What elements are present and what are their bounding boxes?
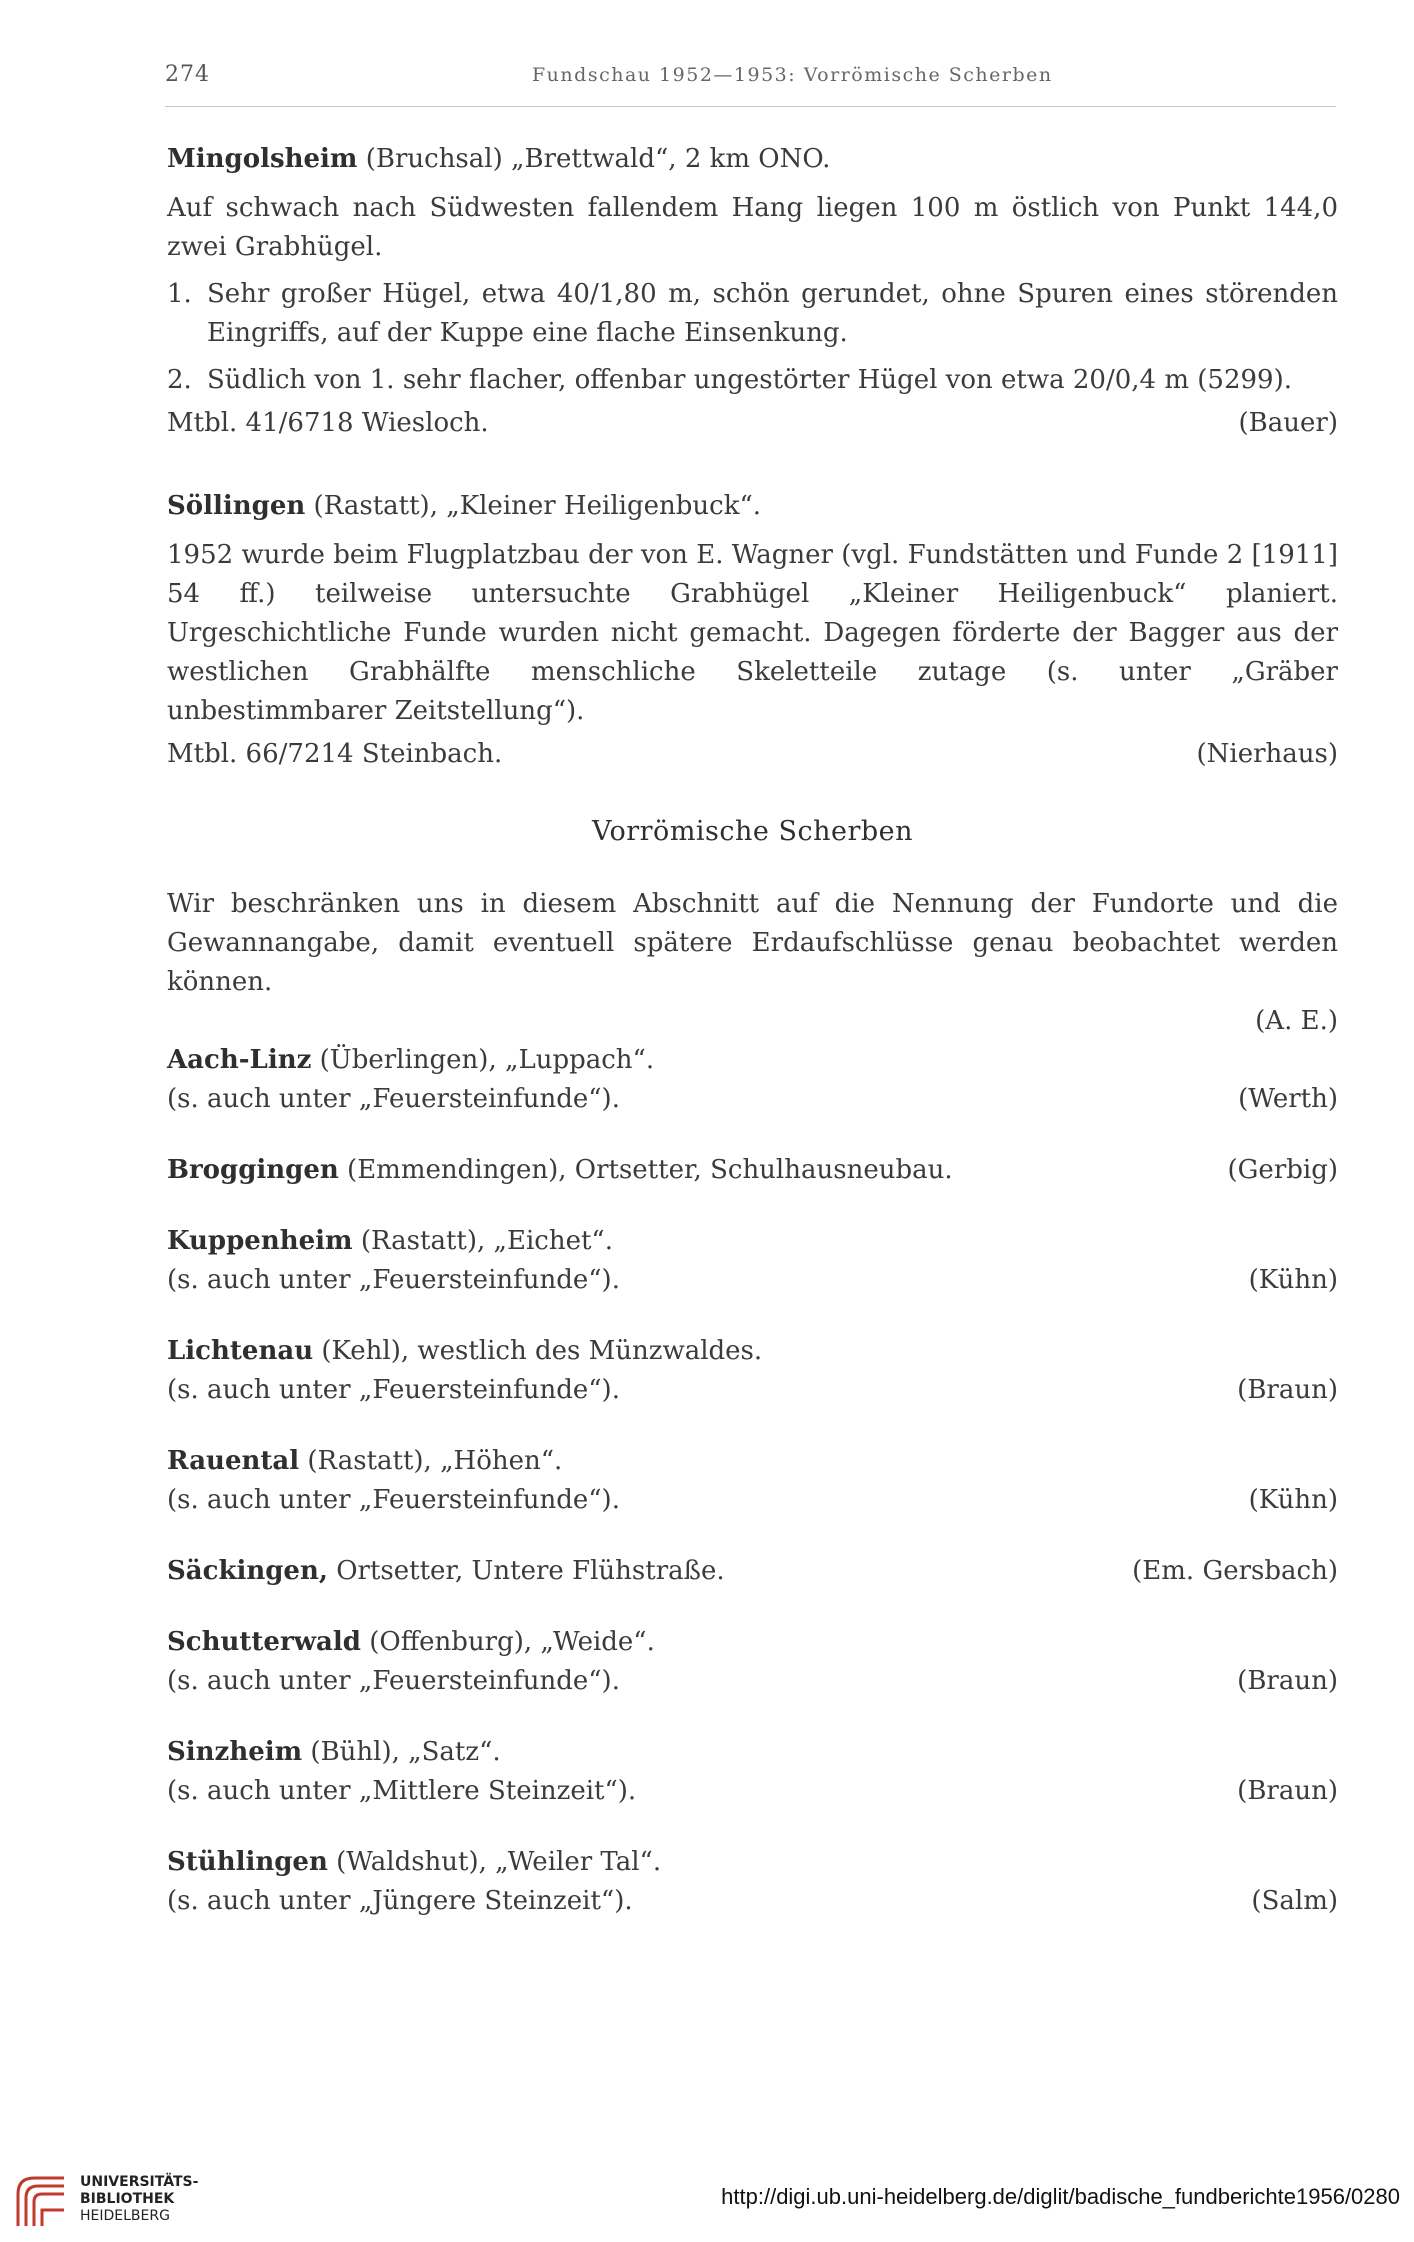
entry-footer-row <box>167 404 1338 443</box>
place-name: Lichtenau <box>167 1336 314 1366</box>
sherd-entry <box>167 1843 1338 1921</box>
entry-heading <box>167 1151 953 1190</box>
place-name: Säckingen, <box>167 1556 328 1586</box>
entry-heading <box>167 1843 1338 1882</box>
entry-heading-rest: (Rastatt), „Höhen“. <box>299 1446 563 1476</box>
entry-heading-rest: (Emmendingen), Ortsetter, Schulhausneubau. <box>338 1155 953 1185</box>
section-title: Vorrömische Scherben <box>591 816 914 847</box>
entry-heading <box>167 1222 1338 1261</box>
list-item <box>167 361 1338 400</box>
place-name: Stühlingen <box>167 1847 328 1877</box>
entry-heading-rest: (Rastatt), „Eichet“. <box>352 1226 613 1256</box>
entry-paragraph: Auf schwach nach Südwesten fallendem Hang liegen 100 m östlich von Punkt 144,0 zwei Grabhügel. <box>167 193 1338 262</box>
sherd-entry <box>167 1041 1338 1119</box>
page-number: 274 <box>165 62 210 87</box>
entry-heading-rest: (Bühl), „Satz“. <box>302 1737 501 1767</box>
entry-heading-rest: (Offenburg), „Weide“. <box>360 1627 655 1657</box>
entry-heading <box>167 1332 1338 1371</box>
cross-reference: (s. auch unter „Feuersteinfunde“). <box>167 1375 620 1405</box>
place-name: Sinzheim <box>167 1737 303 1767</box>
author-credit: (Braun) <box>1237 1666 1338 1696</box>
sherd-entry <box>167 1552 1338 1591</box>
cross-reference: (s. auch unter „Feuersteinfunde“). <box>167 1485 620 1515</box>
entry-heading <box>167 1041 1338 1080</box>
sherd-entry <box>167 1151 1338 1190</box>
list-item-number: 2. <box>167 365 192 395</box>
sherd-entry <box>167 1623 1338 1701</box>
entry-footer-row <box>167 1261 1338 1300</box>
place-name: Mingolsheim <box>167 144 358 174</box>
map-reference: Mtbl. 66/7214 Steinbach. <box>167 739 503 769</box>
cross-reference: (s. auch unter „Feuersteinfunde“). <box>167 1084 620 1114</box>
library-logo-icon <box>14 2172 70 2230</box>
entry-heading <box>167 140 1338 179</box>
author-credit: (Em. Gersbach) <box>1132 1556 1338 1586</box>
entry-heading-row <box>167 1151 1338 1190</box>
entry-footer-row <box>167 1882 1338 1921</box>
list-item-number: 1. <box>167 279 192 309</box>
library-name <box>80 2174 198 2225</box>
cross-reference: (s. auch unter „Feuersteinfunde“). <box>167 1265 620 1295</box>
entry-footer-row <box>167 1662 1338 1701</box>
map-reference: Mtbl. 41/6718 Wiesloch. <box>167 408 489 438</box>
author-credit: (Gerbig) <box>1227 1155 1338 1185</box>
place-name: Kuppenheim <box>167 1226 353 1256</box>
sherd-entry <box>167 1332 1338 1410</box>
page-footer <box>0 2160 1414 2242</box>
section-intro-author: (A. E.) <box>1255 1006 1338 1036</box>
entry-heading-rest: (Waldshut), „Weiler Tal“. <box>327 1847 662 1877</box>
list-item-text: Sehr großer Hügel, etwa 40/1,80 m, schön gerundet, ohne Spuren eines störenden Eingriffs, auf der Kuppe eine flache Einsenkung. <box>207 279 1338 348</box>
entry-heading-rest: (Überlingen), „Luppach“. <box>311 1045 655 1075</box>
author-credit: (Bauer) <box>1238 408 1338 438</box>
source-url-link[interactable]: http://digi.ub.uni-heidelberg.de/diglit/badische_fundberichte1956/0280 <box>721 2184 1400 2209</box>
entry-mingolsheim <box>167 140 1338 443</box>
entry-heading-rest: (Bruchsal) „Brettwald“, 2 km ONO. <box>357 144 831 174</box>
cross-reference: (s. auch unter „Feuersteinfunde“). <box>167 1666 620 1696</box>
running-title: Fundschau 1952—1953: Vorrömische Scherben <box>532 64 1053 86</box>
sherd-entry <box>167 1733 1338 1811</box>
entry-footer-row <box>167 1772 1338 1811</box>
cross-reference: (s. auch unter „Mittlere Steinzeit“). <box>167 1776 637 1806</box>
place-name: Aach-Linz <box>167 1045 312 1075</box>
list-item <box>167 275 1338 353</box>
entry-footer-row <box>167 1080 1338 1119</box>
library-name-line: HEIDELBERG <box>80 2208 170 2224</box>
cross-reference: (s. auch unter „Jüngere Steinzeit“). <box>167 1886 633 1916</box>
entry-heading-rest: Ortsetter, Untere Flühstraße. <box>327 1556 725 1586</box>
list-item-text: Südlich von 1. sehr flacher, offenbar ungestörter Hügel von etwa 20/0,4 m (5299). <box>207 365 1292 395</box>
sherd-entry <box>167 1442 1338 1520</box>
entry-footer-row <box>167 735 1338 774</box>
library-name-line: UNIVERSITÄTS- <box>80 2174 199 2190</box>
entry-heading-rest: (Rastatt), „Kleiner Heiligenbuck“. <box>305 491 762 521</box>
entry-footer-row <box>167 1371 1338 1410</box>
sherd-list <box>167 1041 1338 1921</box>
sherd-entry <box>167 1222 1338 1300</box>
entry-heading-row <box>167 1552 1338 1591</box>
author-credit: (Braun) <box>1237 1375 1338 1405</box>
author-credit: (Kühn) <box>1248 1485 1338 1515</box>
author-credit: (Nierhaus) <box>1196 739 1338 769</box>
entry-heading <box>167 1623 1338 1662</box>
entry-heading <box>167 1733 1338 1772</box>
place-name: Söllingen <box>167 491 306 521</box>
author-credit: (Kühn) <box>1248 1265 1338 1295</box>
library-name-line: BIBLIOTHEK <box>80 2191 175 2207</box>
section-intro: Wir beschränken uns in diesem Abschnitt auf die Nennung der Fundorte und die Gewannangabe, damit eventuell spätere Erdaufschlüsse genau beobachtet werden können. <box>167 889 1338 997</box>
entry-heading <box>167 487 1338 526</box>
author-credit: (Werth) <box>1238 1084 1338 1114</box>
running-header <box>165 62 1336 107</box>
entry-heading <box>167 1442 1338 1481</box>
author-credit: (Braun) <box>1237 1776 1338 1806</box>
entry-heading-rest: (Kehl), westlich des Münzwaldes. <box>313 1336 763 1366</box>
entry-footer-row <box>167 1481 1338 1520</box>
place-name: Rauental <box>167 1446 300 1476</box>
author-credit: (Salm) <box>1251 1886 1338 1916</box>
place-name: Broggingen <box>167 1155 339 1185</box>
page-body <box>167 140 1338 1953</box>
entry-paragraph: 1952 wurde beim Flugplatzbau der von E. Wagner (vgl. Fundstätten und Funde 2 [1911] 54 ff.) teilweise untersuchte Grabhügel „Kleiner Heiligenbuck“ planiert. Urgeschichtliche Funde wurden nicht gemacht. Dagegen förderte der Bagger aus der westlichen Grabhälfte menschliche Skeletteile zutage (s. unter „Gräber unbestimmbarer Zeitstellung“). <box>167 540 1338 726</box>
place-name: Schutterwald <box>167 1627 361 1657</box>
entry-heading <box>167 1552 725 1591</box>
entry-soellingen <box>167 487 1338 774</box>
